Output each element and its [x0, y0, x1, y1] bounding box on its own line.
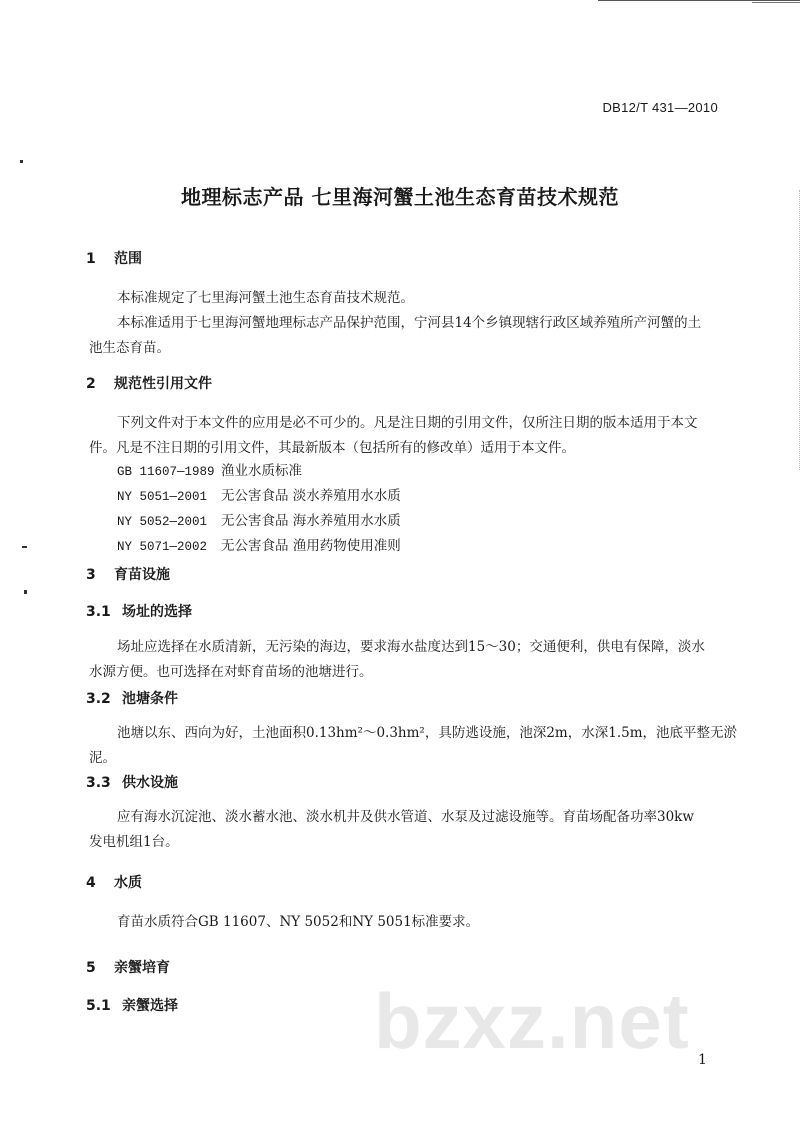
paragraph-line: 池塘以东、西向为好，土池面积0.13hm²～0.3hm²，具防逃设施，池深2m，水深1.5m，池底平整无淤 [117, 725, 738, 741]
section-heading-3 [86, 564, 170, 584]
paragraph-line: 应有海水沉淀池、淡水蓄水池、淡水机井及供水管道、水泵及过滤设施等。育苗场配备功率30kw [117, 809, 694, 825]
section-1-body [89, 286, 723, 361]
reference-code: NY 5052—2001 [117, 515, 208, 529]
section-heading-4 [86, 872, 142, 892]
scan-speck [24, 590, 27, 594]
section-number: 2 [86, 376, 96, 392]
section-title: 场址的选择 [122, 604, 192, 620]
section-heading-2 [86, 373, 212, 393]
paragraph-line: 本标准适用于七里海河蟹地理标志产品保护范围，宁河县14个乡镇现辖行政区域养殖所产河蟹的土 [117, 315, 702, 331]
reference-name: 无公害食品 渔用药物使用准则 [221, 538, 401, 554]
paragraph-line: 发电机组1台。 [89, 834, 179, 850]
document-title: 地理标志产品 七里海河蟹土池生态育苗技术规范 [181, 185, 619, 209]
reference-code: GB 11607—1989 [117, 465, 215, 479]
section-number: 4 [86, 875, 96, 891]
section-4-body [117, 910, 723, 935]
reference-code: NY 5071—2002 [117, 540, 208, 554]
section-number: 1 [86, 251, 96, 267]
section-number: 3.1 [86, 604, 111, 620]
scan-speck [22, 546, 27, 548]
reference-item [117, 534, 401, 560]
subsection-heading-3-1 [86, 601, 192, 621]
section-title: 水质 [114, 875, 142, 891]
paragraph-line: 件。凡是不注日期的引用文件，其最新版本（包括所有的修改单）适用于本文件。 [89, 440, 575, 456]
section-number: 3.2 [86, 691, 111, 707]
paragraph-line: 池生态育苗。 [89, 340, 170, 356]
section-title: 池塘条件 [122, 691, 178, 707]
section-2-body [89, 411, 723, 461]
section-number: 5.1 [86, 998, 111, 1014]
section-title: 规范性引用文件 [114, 376, 212, 392]
section-title: 亲蟹选择 [122, 998, 178, 1014]
reference-name: 无公害食品 海水养殖用水水质 [221, 513, 401, 529]
section-heading-1 [86, 248, 142, 268]
subsection-heading-3-3 [86, 772, 178, 792]
scan-edge-line [598, 0, 800, 1]
section-heading-5 [86, 957, 170, 977]
reference-code: NY 5051—2001 [117, 490, 208, 504]
paragraph-line: 育苗水质符合GB 11607、NY 5052和NY 5051标准要求。 [117, 914, 480, 930]
section-3-2-body [89, 721, 738, 771]
reference-item [117, 484, 401, 510]
subsection-heading-5-1 [86, 995, 178, 1015]
page-number: 1 [698, 1052, 707, 1068]
reference-item [117, 509, 401, 535]
section-title: 亲蟹培育 [114, 960, 170, 976]
section-title: 供水设施 [122, 775, 178, 791]
reference-name: 无公害食品 淡水养殖用水水质 [221, 488, 401, 504]
section-number: 3 [86, 567, 96, 583]
section-3-1-body [89, 635, 723, 685]
section-title: 范围 [114, 251, 142, 267]
scan-edge-mark [752, 2, 800, 3]
paragraph-line: 场址应选择在水质清新，无污染的海边，要求海水盐度达到15～30；交通便利，供电有保障，淡水 [117, 639, 705, 655]
section-title: 育苗设施 [114, 567, 170, 583]
scan-right-edge [796, 190, 800, 470]
reference-item [117, 459, 302, 485]
document-code: DB12/T 431—2010 [602, 100, 718, 115]
section-3-3-body [89, 805, 723, 855]
paragraph-line: 下列文件对于本文件的应用是必不可少的。凡是注日期的引用文件，仅所注日期的版本适用于本文 [117, 415, 698, 431]
scan-speck [20, 160, 23, 163]
paragraph-line: 水源方便。也可选择在对虾育苗场的池塘进行。 [89, 664, 373, 680]
section-number: 5 [86, 960, 96, 976]
reference-name: 渔业水质标准 [221, 463, 302, 479]
paragraph-line: 泥。 [89, 750, 116, 766]
subsection-heading-3-2 [86, 688, 178, 708]
section-number: 3.3 [86, 775, 111, 791]
paragraph-line: 本标准规定了七里海河蟹土池生态育苗技术规范。 [117, 290, 414, 306]
watermark: bzxz.net [374, 977, 690, 1065]
